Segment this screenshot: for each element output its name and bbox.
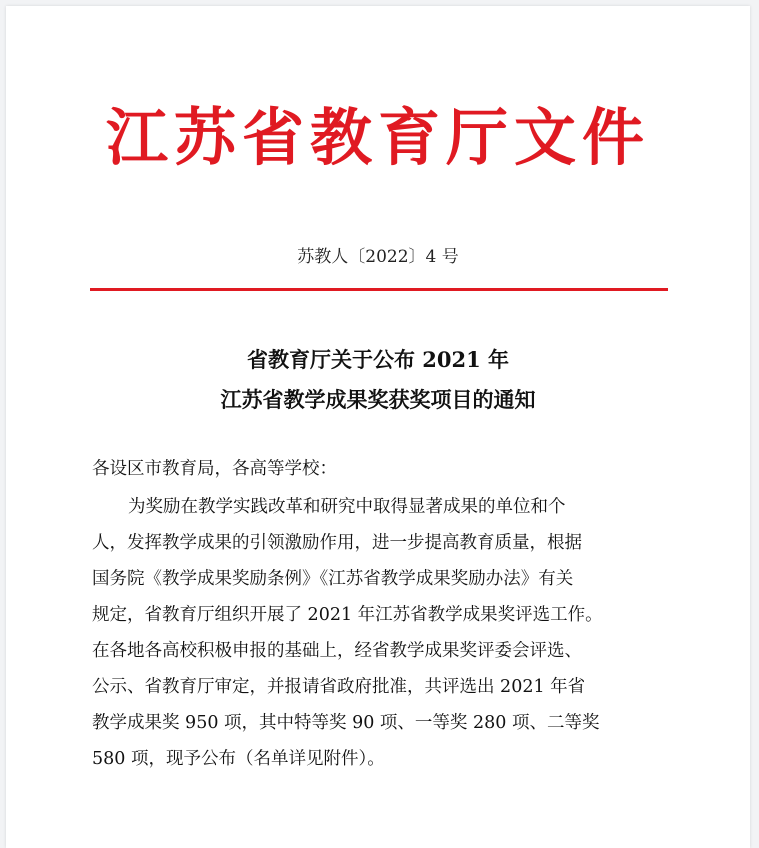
salutation: 各设区市教育局，各高等学校： xyxy=(92,459,337,479)
body-line: 为奖励在教学实践改革和研究中取得显著成果的单位和个 xyxy=(128,497,566,517)
body-line: 规定，省教育厅组织开展了 2021 年江苏省教学成果奖评选工作。 xyxy=(92,605,603,625)
body-line: 教学成果奖 950 项，其中特等奖 90 项、一等奖 280 项、二等奖 xyxy=(92,713,600,733)
document-page xyxy=(6,6,750,848)
body-line: 公示、省教育厅审定，并报请省政府批准，共评选出 2021 年省 xyxy=(92,677,586,697)
notice-title-line-2: 江苏省教学成果奖获奖项目的通知 xyxy=(220,387,536,412)
body-line: 580 项，现予公布（名单详见附件）。 xyxy=(92,749,385,769)
document-number: 苏教人〔2022〕4 号 xyxy=(297,247,459,267)
body-line: 国务院《教学成果奖励条例》《江苏省教学成果奖励办法》有关 xyxy=(92,569,574,589)
red-divider-line xyxy=(90,288,668,291)
body-paragraph xyxy=(92,489,682,777)
document-header-title: 江苏省教育厅文件 xyxy=(105,101,650,174)
body-line: 人，发挥教学成果的引领激励作用，进一步提高教育质量，根据 xyxy=(92,533,582,553)
notice-title-line-1: 省教育厅关于公布 2021 年 xyxy=(246,347,510,372)
body-line: 在各地各高校积极申报的基础上，经省教学成果奖评委会评选、 xyxy=(92,641,582,661)
